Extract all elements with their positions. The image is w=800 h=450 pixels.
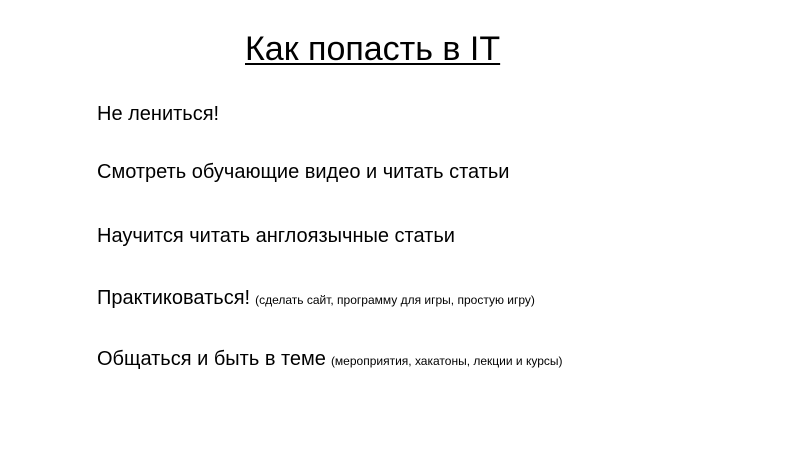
bullet-note: (сделать сайт, программу для игры, простую игру)	[255, 293, 535, 307]
list-item	[60, 225, 460, 249]
bullet-text: Практиковаться!	[97, 287, 251, 309]
list-item	[60, 287, 535, 311]
bullet-note: (мероприятия, хакатоны, лекции и курсы)	[330, 354, 563, 368]
slide-title: Как попасть в IT	[245, 30, 501, 68]
list-item	[60, 103, 224, 127]
bullet-text: Научится читать англоязычные статьи	[97, 225, 455, 247]
bullet-text: Смотреть обучающие видео и читать статьи	[97, 161, 510, 183]
bullet-text: Общаться и быть в теме	[97, 348, 326, 370]
list-item	[60, 348, 562, 372]
list-item	[60, 161, 514, 185]
bullet-text: Не лениться!	[97, 103, 220, 125]
